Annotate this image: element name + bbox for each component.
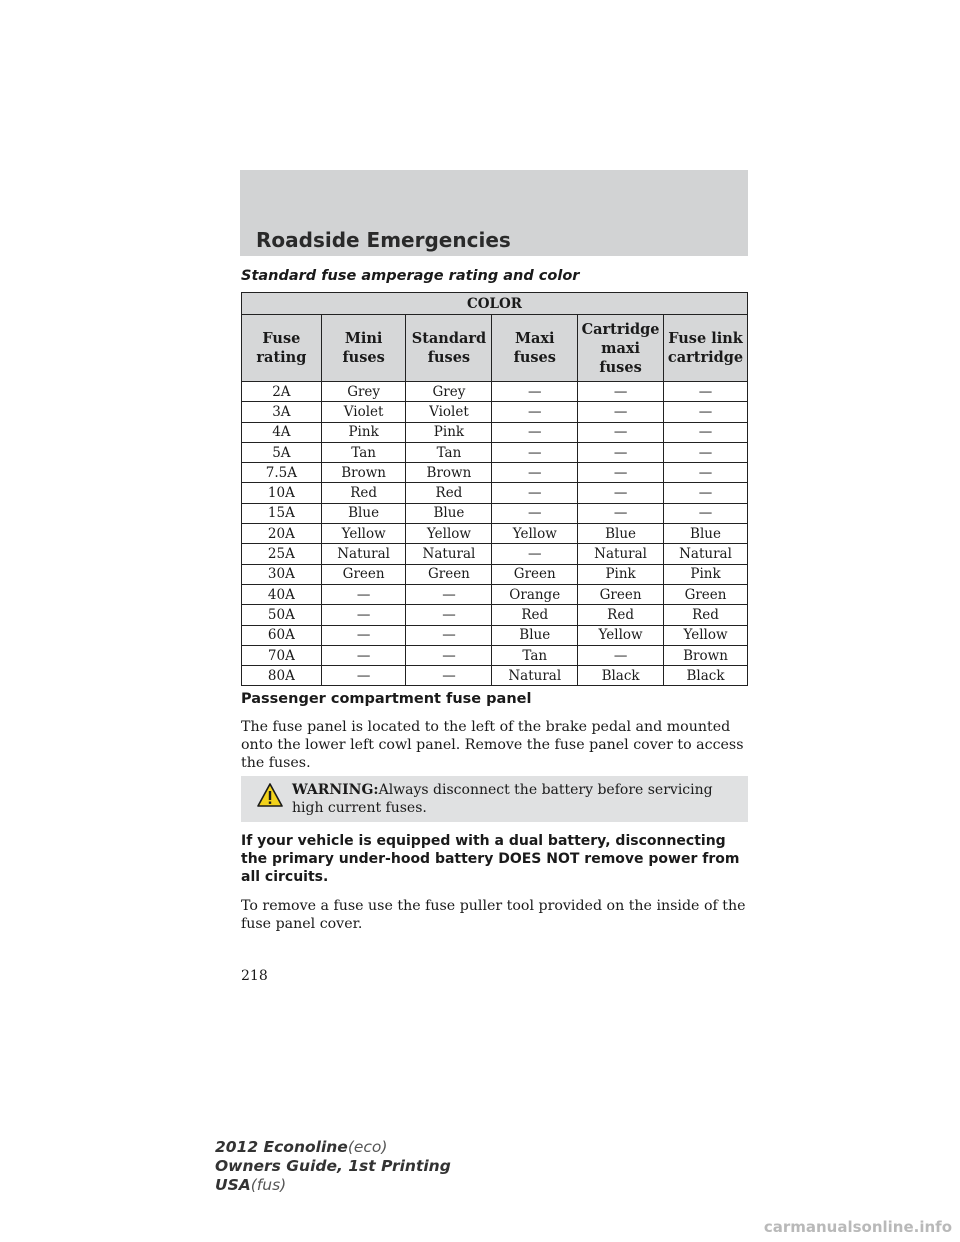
footer-line-3 xyxy=(215,1176,451,1195)
table-row xyxy=(242,605,748,625)
table-row xyxy=(242,442,748,462)
table-caption: Standard fuse amperage rating and color xyxy=(241,268,580,284)
table-cell: 60A xyxy=(242,625,322,645)
table-cell: 10A xyxy=(242,483,322,503)
footer-model: 2012 Econoline xyxy=(215,1138,348,1156)
column-header-fuse-rating: Fuse rating xyxy=(242,315,322,382)
footer-line-1 xyxy=(215,1138,451,1157)
column-header-standard-fuses: Standard fuses xyxy=(406,315,492,382)
table-cell: Green xyxy=(578,584,664,604)
table-row xyxy=(242,666,748,686)
table-cell: — xyxy=(321,645,406,665)
table-cell: Yellow xyxy=(492,524,578,544)
table-cell: 30A xyxy=(242,564,322,584)
fuse-removal-paragraph: To remove a fuse use the fuse puller tool provided on the inside of the fuse panel cover. xyxy=(241,898,746,932)
table-cell: Pink xyxy=(664,564,748,584)
table-cell: Brown xyxy=(664,645,748,665)
table-cell: Grey xyxy=(406,382,492,402)
table-cell: — xyxy=(664,503,748,523)
table-cell: Blue xyxy=(578,524,664,544)
footer-line-2: Owners Guide, 1st Printing xyxy=(215,1157,451,1175)
fuse-panel-location-paragraph: The fuse panel is located to the left of the brake pedal and mounted onto the lower left cowl panel. Remove the fuse panel cover to access the fuses. xyxy=(241,719,744,771)
warning-message: Always disconnect the battery before servicing high current fuses. xyxy=(292,782,713,816)
warning-triangle-icon xyxy=(257,782,283,808)
table-cell: Natural xyxy=(406,544,492,564)
table-cell: 80A xyxy=(242,666,322,686)
table-cell: — xyxy=(321,584,406,604)
table-cell: — xyxy=(321,666,406,686)
table-cell: — xyxy=(578,442,664,462)
table-body xyxy=(242,382,748,686)
table-cell: 4A xyxy=(242,422,322,442)
table-cell: Green xyxy=(406,564,492,584)
table-column-header-row xyxy=(242,315,748,382)
table-cell: — xyxy=(664,442,748,462)
table-row xyxy=(242,584,748,604)
table-cell: — xyxy=(664,463,748,483)
table-cell: — xyxy=(578,503,664,523)
table-row xyxy=(242,564,748,584)
document-footer xyxy=(215,1138,451,1195)
table-cell: 40A xyxy=(242,584,322,604)
table-cell: — xyxy=(664,402,748,422)
table-cell: — xyxy=(492,422,578,442)
table-row xyxy=(242,463,748,483)
table-cell: 25A xyxy=(242,544,322,564)
table-cell: Red xyxy=(406,483,492,503)
table-cell: — xyxy=(406,645,492,665)
table-cell: Yellow xyxy=(406,524,492,544)
table-cell: Blue xyxy=(321,503,406,523)
footer-market-code: (fus) xyxy=(250,1176,287,1194)
table-cell: Green xyxy=(664,584,748,604)
warning-label: WARNING: xyxy=(292,782,379,798)
table-row xyxy=(242,524,748,544)
table-cell: Yellow xyxy=(578,625,664,645)
table-cell: Natural xyxy=(578,544,664,564)
table-cell: — xyxy=(578,463,664,483)
table-cell: Red xyxy=(492,605,578,625)
table-cell: Pink xyxy=(406,422,492,442)
table-cell: — xyxy=(492,402,578,422)
table-row xyxy=(242,503,748,523)
table-cell: — xyxy=(578,422,664,442)
table-cell: Yellow xyxy=(664,625,748,645)
table-row xyxy=(242,382,748,402)
table-cell: Brown xyxy=(321,463,406,483)
column-header-maxi-fuses: Maxi fuses xyxy=(492,315,578,382)
page-number: 218 xyxy=(241,968,268,984)
table-cell: — xyxy=(321,625,406,645)
table-cell: 70A xyxy=(242,645,322,665)
table-cell: Tan xyxy=(492,645,578,665)
table-cell: — xyxy=(492,503,578,523)
table-cell: — xyxy=(492,544,578,564)
column-header-mini-fuses: Mini fuses xyxy=(321,315,406,382)
table-group-header-row xyxy=(242,293,748,315)
table-cell: 15A xyxy=(242,503,322,523)
table-cell: — xyxy=(578,645,664,665)
table-cell: Green xyxy=(492,564,578,584)
column-header-cartridge-maxi-fuses: Cartridge maxi fuses xyxy=(578,315,664,382)
table-cell: — xyxy=(664,422,748,442)
table-cell: 2A xyxy=(242,382,322,402)
section-title: Roadside Emergencies xyxy=(256,228,511,252)
table-row xyxy=(242,625,748,645)
table-cell: Red xyxy=(664,605,748,625)
table-cell: Violet xyxy=(321,402,406,422)
table-cell: — xyxy=(664,382,748,402)
table-row xyxy=(242,402,748,422)
table-row xyxy=(242,422,748,442)
table-cell: — xyxy=(406,605,492,625)
table-cell: Violet xyxy=(406,402,492,422)
table-cell: Orange xyxy=(492,584,578,604)
table-cell: Tan xyxy=(321,442,406,462)
table-cell: Tan xyxy=(406,442,492,462)
table-cell: Yellow xyxy=(321,524,406,544)
table-cell: — xyxy=(578,402,664,422)
table-cell: 5A xyxy=(242,442,322,462)
table-cell: Red xyxy=(578,605,664,625)
table-cell: Blue xyxy=(406,503,492,523)
column-header-fuse-link-cartridge: Fuse link cartridge xyxy=(664,315,748,382)
table-cell: Pink xyxy=(578,564,664,584)
table-cell: — xyxy=(492,463,578,483)
table-cell: — xyxy=(406,584,492,604)
table-cell: 50A xyxy=(242,605,322,625)
table-cell: Blue xyxy=(492,625,578,645)
table-cell: Grey xyxy=(321,382,406,402)
table-cell: Natural xyxy=(321,544,406,564)
table-cell: Red xyxy=(321,483,406,503)
dual-battery-notice: If your vehicle is equipped with a dual battery, disconnecting the primary under-hood battery DOES NOT remove power from all circuits. xyxy=(241,833,740,885)
table-row xyxy=(242,544,748,564)
warning-box xyxy=(241,776,748,822)
color-group-header: COLOR xyxy=(242,293,748,315)
table-cell: 3A xyxy=(242,402,322,422)
table-cell: Black xyxy=(664,666,748,686)
watermark-text: carmanualsonline.info xyxy=(763,1218,952,1236)
table-cell: Green xyxy=(321,564,406,584)
table-cell: — xyxy=(321,605,406,625)
table-cell: Natural xyxy=(664,544,748,564)
table-cell: Pink xyxy=(321,422,406,442)
fuse-color-table xyxy=(241,292,748,686)
table-row xyxy=(242,645,748,665)
table-cell: — xyxy=(406,666,492,686)
warning-text xyxy=(292,781,742,817)
table-cell: — xyxy=(492,442,578,462)
footer-market: USA xyxy=(215,1176,251,1194)
table-cell: — xyxy=(578,382,664,402)
section-heading: Passenger compartment fuse panel xyxy=(241,691,532,707)
table-cell: Brown xyxy=(406,463,492,483)
table-cell: Blue xyxy=(664,524,748,544)
table-cell: Black xyxy=(578,666,664,686)
table-row xyxy=(242,483,748,503)
table-cell: — xyxy=(492,382,578,402)
table-cell: 7.5A xyxy=(242,463,322,483)
table-cell: — xyxy=(578,483,664,503)
table-cell: 20A xyxy=(242,524,322,544)
footer-model-code: (eco) xyxy=(347,1138,388,1156)
table-cell: — xyxy=(406,625,492,645)
table-cell: — xyxy=(664,483,748,503)
table-cell: Natural xyxy=(492,666,578,686)
table-cell: — xyxy=(492,483,578,503)
